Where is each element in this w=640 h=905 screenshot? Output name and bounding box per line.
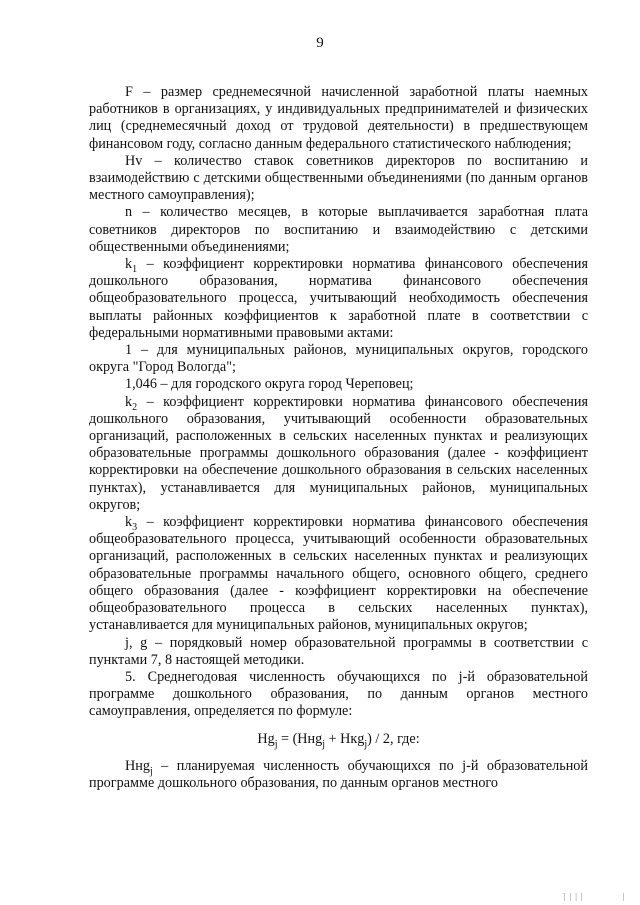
paragraph-hv-definition: Нv – количество ставок советников директоров по воспитанию и взаимодействию с детскими общественными объединениями (по данным органов местного самоуправления); xyxy=(89,152,588,204)
document-body xyxy=(89,84,588,792)
paragraph-n-definition: n – количество месяцев, в которые выплачивается заработная плата советников директоров по воспитанию и взаимодействию с детскими общественными объединениями; xyxy=(89,204,588,255)
paragraph-k2-definition: $k_2$ – коэффициент корректировки норматива финансового обеспечения дошкольного образования, учитывающий особенности образовательных организаций, расположенных в сельских населенных пунктах и реализующих образовательные программы дошкольного образования (далее - коэффициент корректировки на обеспечение дошкольного образования в сельских населенных пунктах), устанавливается для муниципальных районов, муниципальных округов; xyxy=(89,393,588,513)
paragraph-k1-definition: $k_1$ – коэффициент корректировки норматива финансового обеспечения дошкольного образования, норматива финансового обеспечения общеобразовательного процесса, учитывающий необходимость обеспечения выплаты районных коэффициентов к заработной плате в соответствии с федеральными нормативными правовыми актами: xyxy=(89,256,588,341)
paragraph-f-definition: F – размер среднемесячной начисленной заработной платы наемных работников в организациях, у индивидуальных предпринимателей и физических лиц (среднемесячный доход от трудовой деятельности) в предшествующем финансовом году, согласно данным федерального статистического наблюдения; xyxy=(89,84,588,152)
paragraph-k1-value-cherepovets: 1,046 – для городского округа город Череповец; xyxy=(125,376,414,393)
paragraph-jg-definition: j, g – порядковый номер образовательной программы в соответствии с пунктами 7, 8 настоящей методики. xyxy=(89,634,588,668)
paragraph-hng-definition: Ннg$_j$ – планируемая численность обучающихся по j-й образовательной программе дошкольного образования, по данным органов местного xyxy=(89,757,588,791)
page-number: 9 xyxy=(316,35,324,51)
paragraph-section-5: 5. Среднегодовая численность обучающихся по j-й образовательной программе дошкольного образования, по данным органов местного самоуправления, определяется по формуле: xyxy=(89,668,588,720)
formula-hg: $Нg_j = (Ннg_j + Нкg_j) / 2$, где: xyxy=(257,730,420,750)
footer-edge-mark: | xyxy=(623,892,625,901)
footer-barcode-mark: ׁׁ| | | | xyxy=(563,892,584,901)
paragraph-k3-definition: $k_3$ – коэффициент корректировки норматива финансового обеспечения общеобразовательного процесса, учитывающий особенности образовательных организаций, расположенных в сельских населенных пунктах и реализующих образовательные программы начального общего, основного общего, среднего общего образования (далее - коэффициент корректировки на обеспечение общеобразовательного процесса в сельских населенных пунктах), устанавливается для муниципальных районов, муниципальных округов; xyxy=(89,514,588,634)
paragraph-k1-value-districts: 1 – для муниципальных районов, муниципальных округов, городского округа "Город Вологда"; xyxy=(89,342,588,376)
